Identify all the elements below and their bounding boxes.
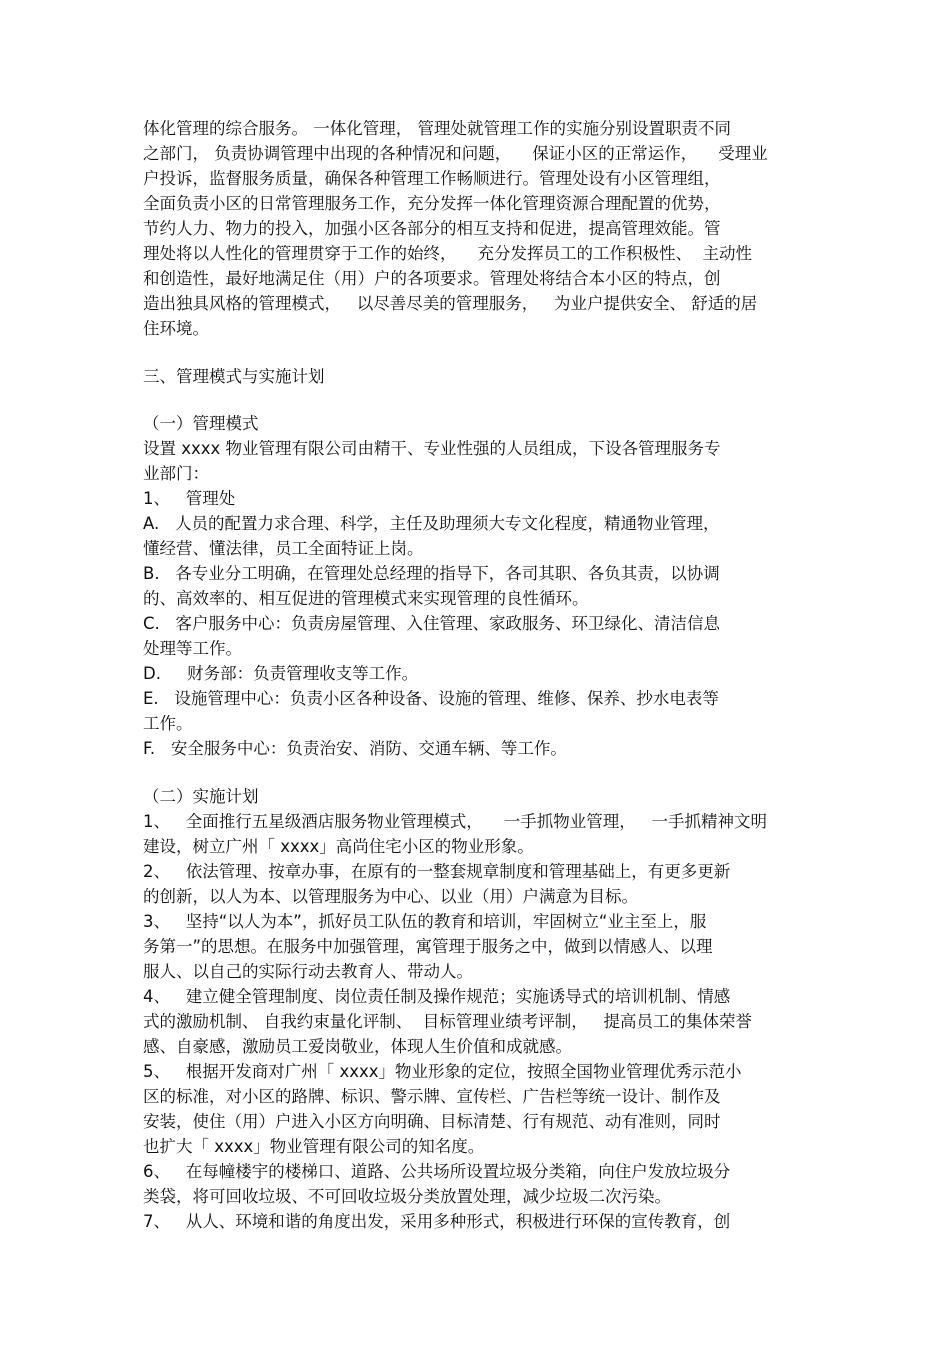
body-line: 式的激励机制、 自我约束量化评制、 目标管理业绩考评制， 提高员工的集体荣誉: [143, 1012, 752, 1031]
body-line: 服人、以自己的实际行动去教育人、带动人。: [143, 962, 473, 981]
body-line: 务第一”的思想。在服务中加强管理，寓管理于服务之中，做到以情感人、以理: [143, 937, 713, 956]
list-item: D. 财务部：负责管理收支等工作。: [143, 664, 419, 683]
list-item: B. 各专业分工明确，在管理处总经理的指导下，各司其职、各负其责，以协调: [143, 564, 720, 583]
body-line: 设置 xxxx 物业管理有限公司由精干、专业性强的人员组成，下设各管理服务专: [143, 439, 721, 458]
body-line: 感、自豪感，激励员工爱岗敬业，体现人生价值和成就感。: [143, 1037, 572, 1056]
list-item: 6、 在每幢楼宇的楼梯口、道路、公共场所设置垃圾分类箱，向住户发放垃圾分: [143, 1162, 731, 1181]
intro-line: 和创造性，最好地满足住（用）户的各项要求。管理处将结合本小区的特点，创: [143, 269, 721, 288]
list-item: F. 安全服务中心：负责治安、消防、交通车辆、等工作。: [143, 739, 567, 758]
list-item: 4、 建立健全管理制度、岗位责任制及操作规范；实施诱导式的培训机制、情感: [143, 987, 731, 1006]
body-line: 的创新，以人为本、以管理服务为中心、以业（用）户满意为目标。: [143, 887, 638, 906]
list-item: E. 设施管理中心：负责小区各种设备、设施的管理、维修、保养、抄水电表等: [143, 689, 719, 708]
list-item: C. 客户服务中心：负责房屋管理、入住管理、家政服务、环卫绿化、清洁信息: [143, 614, 721, 633]
section-heading: 三、管理模式与实施计划: [143, 367, 325, 386]
body-line: 业部门：: [143, 464, 209, 483]
body-line: 工作。: [143, 714, 193, 733]
list-item: 3、 坚持“以人为本”，抓好员工队伍的教育和培训，牢固树立“业主至上，服: [143, 912, 707, 931]
subsection-heading: （一）管理模式: [143, 414, 259, 433]
intro-line: 造出独具风格的管理模式， 以尽善尽美的管理服务， 为业户提供安全、 舒适的居: [143, 294, 758, 313]
intro-line: 体化管理的综合服务。 一体化管理， 管理处就管理工作的实施分别设置职责不同: [143, 119, 731, 138]
intro-line: 之部门， 负责协调管理中出现的各种情况和问题， 保证小区的正常运作， 受理业: [143, 144, 768, 163]
intro-line: 住环境。: [143, 319, 209, 338]
body-line: 安装，使住（用）户进入小区方向明确、目标清楚、行有规范、动有准则，同时: [143, 1112, 721, 1131]
list-item: A. 人员的配置力求合理、科学，主任及助理须大专文化程度，精通物业管理，: [143, 514, 720, 533]
body-line: 区的标准，对小区的路牌、标识、警示牌、宣传栏、广告栏等统一设计、制作及: [143, 1087, 721, 1106]
body-line: 也扩大「 xxxx」物业管理有限公司的知名度。: [143, 1137, 485, 1156]
intro-line: 全面负责小区的日常管理服务工作，充分发挥一体化管理资源合理配置的优势，: [143, 194, 721, 213]
body-line: 的、高效率的、相互促进的管理模式来实现管理的良性循环。: [143, 589, 589, 608]
list-item: 7、 从人、环境和谐的角度出发，采用多种形式，积极进行环保的宣传教育，创: [143, 1212, 731, 1231]
body-line: 类袋，将可回收垃圾、不可回收垃圾分类放置处理，减少垃圾二次污染。: [143, 1187, 671, 1206]
intro-line: 理处将以人性化的管理贯穿于工作的始终， 充分发挥员工的工作积极性、 主动性: [143, 244, 752, 263]
body-line: 懂经营、懂法律，员工全面特证上岗。: [143, 539, 424, 558]
list-item: 1、 全面推行五星级酒店服务物业管理模式， 一手抓物业管理， 一手抓精神文明: [143, 812, 767, 831]
body-line: 处理等工作。: [143, 639, 242, 658]
list-item: 1、 管理处: [143, 489, 236, 508]
subsection-heading: （二）实施计划: [143, 787, 259, 806]
intro-line: 节约人力、物力的投入，加强小区各部分的相互支持和促进，提高管理效能。管: [143, 219, 721, 238]
body-line: 建设，树立广州「 xxxx」高尚住宅小区的物业形象。: [143, 837, 534, 856]
intro-line: 户投诉，监督服务质量，确保各种管理工作畅顺进行。管理处设有小区管理组，: [143, 169, 721, 188]
list-item: 5、 根据开发商对广州「 xxxx」物业形象的定位，按照全国物业管理优秀示范小: [143, 1062, 742, 1081]
list-item: 2、 依法管理、按章办事，在原有的一整套规章制度和管理基础上，有更多更新: [143, 862, 731, 881]
